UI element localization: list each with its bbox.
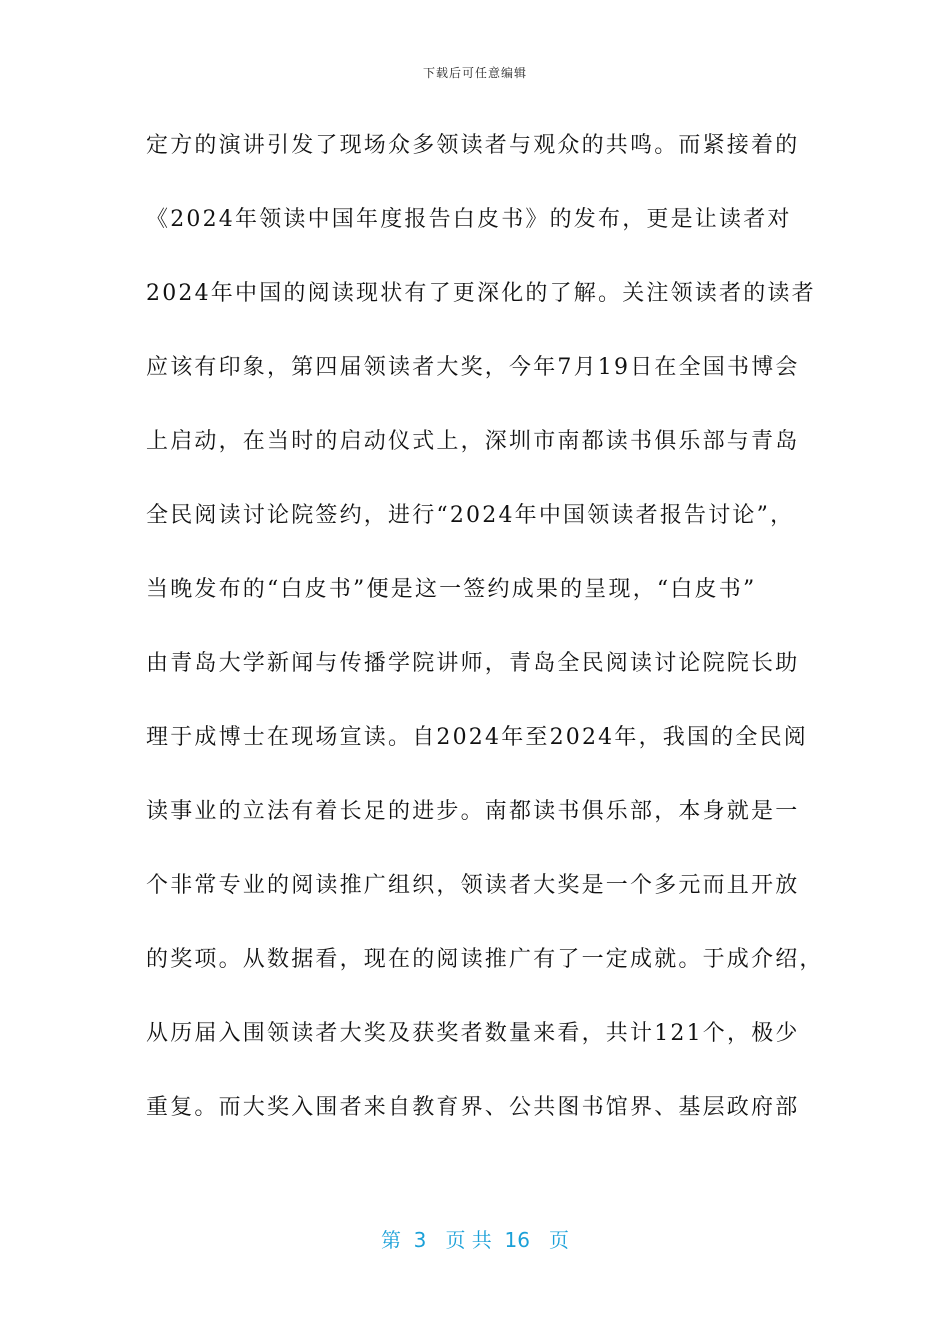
text-line: 当晚发布的“白皮书”便是这一签约成果的呈现，“白皮书” bbox=[146, 577, 757, 602]
text-line: 从历届入围领读者大奖及获奖者数量来看，共计121个，极少 bbox=[146, 1021, 800, 1046]
text-line: 2024年中国的阅读现状有了更深化的了解。关注领读者的读者 bbox=[146, 281, 816, 306]
text-line: 重复。而大奖入围者来自教育界、公共图书馆界、基层政府部 bbox=[146, 1095, 800, 1120]
text-line: 全民阅读讨论院签约，进行“2024年中国领读者报告讨论”， bbox=[146, 503, 795, 528]
text-line: 上启动，在当时的启动仪式上，深圳市南都读书俱乐部与青岛 bbox=[146, 429, 800, 454]
text-line: 读事业的立法有着长足的进步。南都读书俱乐部，本身就是一 bbox=[146, 799, 800, 824]
text-line: 由青岛大学新闻与传播学院讲师，青岛全民阅读讨论院院长助 bbox=[146, 651, 800, 676]
text-line: 定方的演讲引发了现场众多领读者与观众的共鸣。而紧接着的 bbox=[146, 133, 800, 158]
text-line: 理于成博士在现场宣读。自2024年至2024年，我国的全民阅 bbox=[146, 725, 808, 750]
text-line: 应该有印象，第四届领读者大奖，今年7月19日在全国书博会 bbox=[146, 355, 800, 380]
page-number-footer: 第 3 页 共 16 页 bbox=[380, 1228, 570, 1252]
text-line: 个非常专业的阅读推广组织，领读者大奖是一个多元而且开放 bbox=[146, 873, 800, 898]
text-line: 《2024年领读中国年度报告白皮书》的发布，更是让读者对 bbox=[146, 207, 792, 232]
header-note: 下载后可任意编辑 bbox=[422, 66, 527, 80]
text-line: 的奖项。从数据看，现在的阅读推广有了一定成就。于成介绍， bbox=[146, 947, 824, 972]
document-body bbox=[146, 126, 826, 1162]
